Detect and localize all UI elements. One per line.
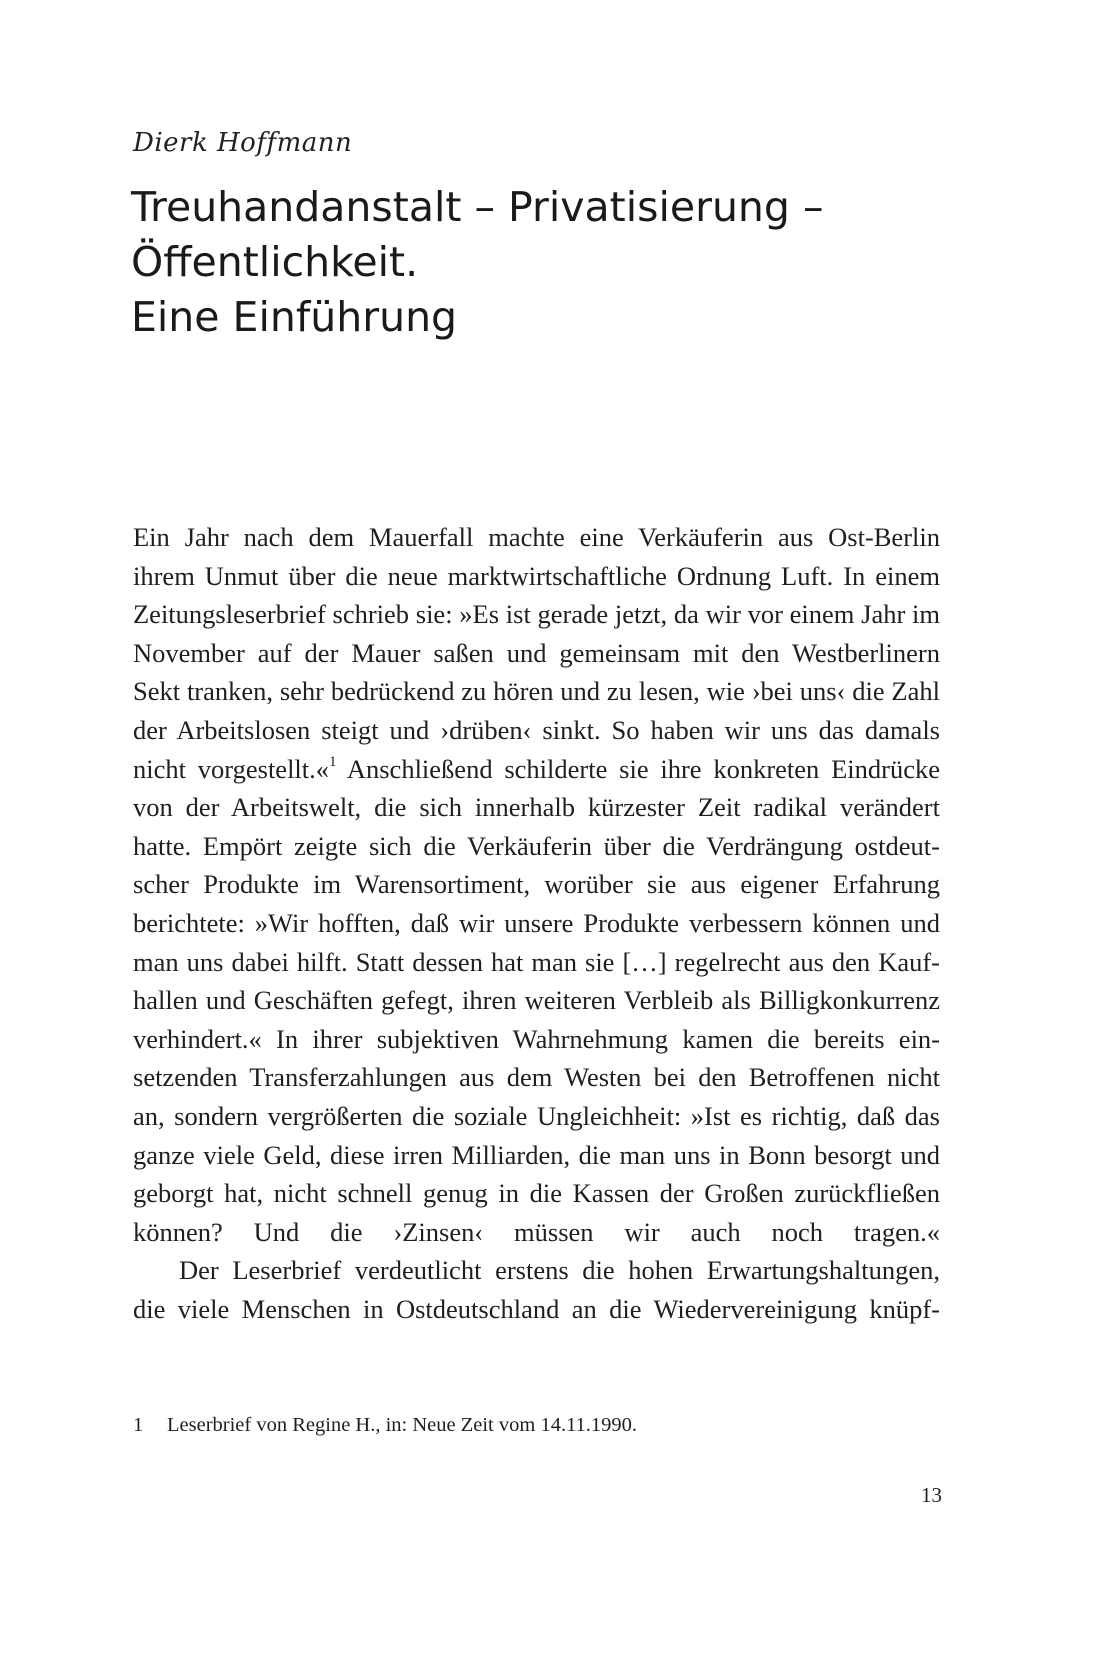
chapter-title	[131, 180, 951, 345]
chapter-author: Dierk Hoffmann	[133, 128, 353, 158]
text-line: an, sondern vergrößerten die soziale Ungleichheit: »Ist es richtig, daß das	[133, 1100, 940, 1131]
text-line: von der Arbeitswelt, die sich innerhalb kürzester Zeit radikal verändert	[133, 792, 940, 823]
text-line: der Arbeitslosen steigt und ›drüben‹ sinkt. So haben wir uns das damals	[133, 714, 940, 745]
text-line: November auf der Mauer saßen und gemeinsam mit den Westberlinern	[133, 637, 940, 668]
paragraph-2	[133, 1251, 940, 1328]
text-line-with-footnote	[133, 750, 940, 789]
text-line: können? Und die ›Zinsen‹ müssen wir auch noch tragen.«	[133, 1216, 940, 1247]
text-line: Sekt tranken, sehr bedrückend zu hören und zu lesen, wie ›bei uns‹ die Zahl	[133, 676, 940, 707]
text-line: ihrem Unmut über die neue marktwirtschaftliche Ordnung Luft. In einem	[133, 560, 940, 591]
text-line: berichtete: »Wir hofften, daß wir unsere Produkte verbessern können und	[133, 907, 940, 938]
chapter-title-line-3: Eine Einführung	[131, 293, 458, 341]
text-line: Der Leserbrief verdeutlicht erstens die hohen Erwartungshaltungen,	[179, 1255, 940, 1286]
footnote	[133, 1414, 943, 1437]
text-line: man uns dabei hilft. Statt dessen hat man sie […] regelrecht aus den Kauf-	[133, 946, 940, 977]
text-line: setzenden Transferzahlungen aus dem Westen bei den Betroffenen nicht	[133, 1062, 940, 1093]
footnote-number: 1	[133, 1414, 144, 1436]
paragraph-1	[133, 518, 940, 1251]
text-line: die viele Menschen in Ostdeutschland an die Wiedervereinigung knüpf-	[133, 1293, 940, 1324]
text-line: scher Produkte im Warensortiment, worüber sie aus eigener Erfahrung	[133, 869, 940, 900]
chapter-title-line-2: Öffentlichkeit.	[131, 238, 419, 286]
text-line: hatte. Empört zeigte sich die Verkäuferin über die Verdrängung ostdeut-	[133, 830, 940, 861]
page-number: 13	[921, 1483, 942, 1507]
text-line: Zeitungsleserbrief schrieb sie: »Es ist gerade jetzt, da wir vor einem Jahr im	[133, 599, 940, 630]
text-segment: nicht vorgestellt.«	[133, 753, 330, 784]
body-text	[133, 518, 940, 1328]
chapter-title-line-1: Treuhandanstalt – Privatisierung –	[131, 183, 824, 231]
text-segment: Anschließend schilderte sie ihre konkreten Eindrücke	[336, 753, 940, 784]
text-line: Ein Jahr nach dem Mauerfall machte eine Verkäuferin aus Ost-Berlin	[133, 522, 940, 552]
text-line: hallen und Geschäften gefegt, ihren weiteren Verbleib als Billigkonkurrenz	[133, 985, 940, 1016]
text-line: geborgt hat, nicht schnell genug in die Kassen der Großen zurückfließen	[133, 1178, 940, 1209]
text-line: ganze viele Geld, diese irren Milliarden, die man uns in Bonn besorgt und	[133, 1139, 940, 1170]
footnote-reference[interactable]: 1	[329, 753, 337, 770]
text-line: verhindert.« In ihrer subjektiven Wahrnehmung kamen die bereits ein-	[133, 1023, 940, 1054]
footnote-text: Leserbrief von Regine H., in: Neue Zeit vom 14.11.1990.	[167, 1414, 638, 1436]
